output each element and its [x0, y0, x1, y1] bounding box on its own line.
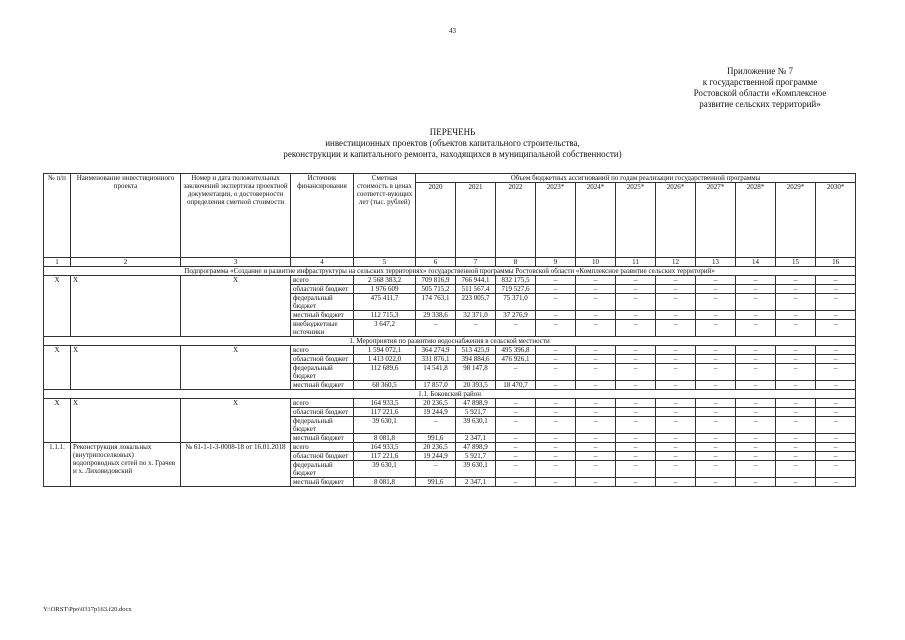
year-value: – [616, 276, 656, 285]
project-name: Реконструкция локальных (внутрипоселковых) водопроводных сетей по х. Грачев и х. Лиховидовский [71, 443, 181, 487]
year-value: – [776, 364, 816, 381]
appendix-line: Ростовской области «Комплексное [693, 88, 827, 98]
section-title: 1. Мероприятия по развитию водоснабжения в сельской местности [44, 337, 856, 346]
year-value: – [736, 355, 776, 364]
year-value: – [736, 434, 776, 443]
year-value: – [616, 311, 656, 320]
year-value: – [536, 320, 576, 337]
year-value: – [776, 434, 816, 443]
year-value: – [816, 364, 856, 381]
year-value: – [696, 311, 736, 320]
year-value: – [656, 443, 696, 452]
estimated-cost: 68 360,5 [354, 381, 416, 390]
year-value: – [536, 364, 576, 381]
header-year: 2029* [776, 183, 816, 258]
year-value: – [816, 461, 856, 478]
funding-source: местный бюджет [291, 478, 354, 487]
year-value: 832 175,5 [496, 276, 536, 285]
funding-source: областной бюджет [291, 452, 354, 461]
year-value: 511 567,4 [456, 285, 496, 294]
year-value: – [736, 294, 776, 311]
year-value: – [776, 461, 816, 478]
column-number: 6 [416, 258, 456, 267]
year-value: – [496, 434, 536, 443]
year-value: 991,6 [416, 434, 456, 443]
column-number: 8 [496, 258, 536, 267]
year-value: – [536, 434, 576, 443]
column-number: 11 [616, 258, 656, 267]
year-value: – [576, 285, 616, 294]
expertise-doc: № 61-1-1-3-0008-18 от 16.01.2018 [181, 443, 291, 487]
year-value: 98 147,8 [456, 364, 496, 381]
year-value: – [696, 443, 736, 452]
estimated-cost: 2 568 383,2 [354, 276, 416, 285]
year-value: – [496, 417, 536, 434]
year-value: – [576, 320, 616, 337]
section-title-row [44, 390, 856, 399]
year-value: – [616, 461, 656, 478]
year-value: – [576, 461, 616, 478]
column-number: 3 [181, 258, 291, 267]
funding-source: федеральный бюджет [291, 417, 354, 434]
year-value: 47 898,9 [456, 399, 496, 408]
table-row [44, 399, 856, 408]
year-value: 47 898,9 [456, 443, 496, 452]
expertise-doc: Х [181, 399, 291, 443]
year-value: 991,6 [416, 478, 456, 487]
year-value: – [656, 346, 696, 355]
column-number: 2 [71, 258, 181, 267]
year-value: 17 857,0 [416, 381, 456, 390]
project-name: Х [71, 399, 181, 443]
year-value: – [736, 461, 776, 478]
year-value: – [656, 399, 696, 408]
page-number: 43 [449, 27, 456, 35]
year-value: – [616, 364, 656, 381]
year-value: 19 244,9 [416, 452, 456, 461]
year-value: – [776, 320, 816, 337]
year-value: – [496, 443, 536, 452]
year-value: – [576, 276, 616, 285]
year-value: 495 396,8 [496, 346, 536, 355]
year-value: – [576, 294, 616, 311]
year-value: – [736, 346, 776, 355]
estimated-cost: 117 221,6 [354, 452, 416, 461]
year-value: – [736, 320, 776, 337]
estimated-cost: 112 689,6 [354, 364, 416, 381]
year-value: – [536, 452, 576, 461]
year-value: – [696, 364, 736, 381]
section-title: Подпрограмма «Создание и развитие инфраструктуры на сельских территориях» государственной программы Ростовской области «Комплексное развитие сельских территорий» [44, 267, 856, 276]
year-value: – [496, 461, 536, 478]
year-value: – [496, 364, 536, 381]
title-line: инвестиционных проектов (объектов капитального строительства, [325, 138, 580, 148]
year-value: – [776, 478, 816, 487]
year-value: – [696, 478, 736, 487]
year-value: – [496, 408, 536, 417]
year-value: – [776, 276, 816, 285]
project-name: Х [71, 346, 181, 390]
year-value: – [696, 461, 736, 478]
year-value: – [656, 408, 696, 417]
year-value: – [656, 285, 696, 294]
year-value: – [616, 399, 656, 408]
year-value: – [656, 355, 696, 364]
appendix-line: к государственной программе [702, 77, 818, 87]
table-row [44, 276, 856, 285]
year-value: – [696, 276, 736, 285]
year-value: – [696, 434, 736, 443]
estimated-cost: 117 221,6 [354, 408, 416, 417]
column-number: 5 [354, 258, 416, 267]
year-value: – [536, 443, 576, 452]
header-volume: Объем бюджетных ассигнований по годам реализации государственной программы [416, 174, 856, 183]
year-value: – [696, 355, 736, 364]
expertise-doc: Х [181, 346, 291, 390]
year-value: – [736, 381, 776, 390]
column-number: 9 [536, 258, 576, 267]
year-value: – [656, 320, 696, 337]
year-value: – [616, 478, 656, 487]
year-value: – [576, 478, 616, 487]
funding-source: федеральный бюджет [291, 294, 354, 311]
year-value: – [536, 478, 576, 487]
funding-source: местный бюджет [291, 311, 354, 320]
column-number: 13 [696, 258, 736, 267]
year-value: – [536, 346, 576, 355]
year-value: – [656, 461, 696, 478]
estimated-cost: 1 976 609 [354, 285, 416, 294]
estimated-cost: 39 630,1 [354, 417, 416, 434]
year-value: – [656, 452, 696, 461]
year-value: – [816, 311, 856, 320]
year-value: – [536, 311, 576, 320]
column-number: 10 [576, 258, 616, 267]
header-year: 2026* [656, 183, 696, 258]
year-value: 709 816,9 [416, 276, 456, 285]
year-value: – [816, 399, 856, 408]
header-year: 2022 [496, 183, 536, 258]
column-number: 12 [656, 258, 696, 267]
year-value: 5 921,7 [456, 452, 496, 461]
header-year: 2023* [536, 183, 576, 258]
year-value: 37 276,9 [496, 311, 536, 320]
title-line: реконструкции и капитального ремонта, находящихся в муниципальной собственности) [283, 149, 622, 159]
header-year: 2021 [456, 183, 496, 258]
year-value: 39 630,1 [456, 417, 496, 434]
year-value: 20 393,5 [456, 381, 496, 390]
row-number: Х [44, 346, 71, 390]
estimated-cost: 1 594 072,1 [354, 346, 416, 355]
funding-source: всего [291, 346, 354, 355]
year-value: – [456, 320, 496, 337]
year-value: – [776, 355, 816, 364]
year-value: 18 470,7 [496, 381, 536, 390]
year-value: 29 338,6 [416, 311, 456, 320]
year-value: – [616, 434, 656, 443]
year-value: 2 347,1 [456, 478, 496, 487]
year-value: – [696, 346, 736, 355]
year-value: 20 236,5 [416, 399, 456, 408]
year-value: – [776, 443, 816, 452]
year-value: – [816, 320, 856, 337]
year-value: – [576, 408, 616, 417]
estimated-cost: 39 630,1 [354, 461, 416, 478]
header-doc: Номер и дата положительных заключений экспертизы проектной документации, о достоверности определения сметной стоимости [181, 174, 291, 258]
year-value: – [776, 381, 816, 390]
year-value: 2 347,1 [456, 434, 496, 443]
year-value: 476 926,1 [496, 355, 536, 364]
funding-source: местный бюджет [291, 381, 354, 390]
year-value: 223 005,7 [456, 294, 496, 311]
year-value: – [576, 417, 616, 434]
year-value: – [576, 443, 616, 452]
year-value: – [496, 478, 536, 487]
header-year: 2030* [816, 183, 856, 258]
year-value: – [736, 399, 776, 408]
funding-source: всего [291, 276, 354, 285]
year-value: – [816, 443, 856, 452]
funding-source: областной бюджет [291, 355, 354, 364]
year-value: – [616, 417, 656, 434]
column-number: 14 [736, 258, 776, 267]
year-value: – [776, 399, 816, 408]
year-value: – [656, 311, 696, 320]
year-value: – [736, 478, 776, 487]
table-row [44, 443, 856, 452]
year-value: – [576, 346, 616, 355]
year-value: – [816, 478, 856, 487]
year-value: – [696, 452, 736, 461]
title-heading: ПЕРЕЧЕНЬ [429, 127, 476, 137]
year-value: – [816, 452, 856, 461]
year-value: – [736, 417, 776, 434]
year-value: – [416, 320, 456, 337]
column-number: 4 [291, 258, 354, 267]
year-value: – [536, 408, 576, 417]
section-title-row [44, 337, 856, 346]
year-value: – [616, 294, 656, 311]
expertise-doc: Х [181, 276, 291, 337]
year-value: – [616, 452, 656, 461]
year-value: – [816, 355, 856, 364]
estimated-cost: 3 647,2 [354, 320, 416, 337]
year-value: – [776, 417, 816, 434]
year-value: – [616, 443, 656, 452]
year-value: – [816, 434, 856, 443]
year-value: – [576, 434, 616, 443]
year-value: – [776, 408, 816, 417]
year-value: – [576, 399, 616, 408]
header-year: 2024* [576, 183, 616, 258]
appendix-block [660, 66, 860, 110]
year-value: – [816, 276, 856, 285]
year-value: 766 944,1 [456, 276, 496, 285]
table-row [44, 346, 856, 355]
year-value: 39 630,1 [456, 461, 496, 478]
year-value: – [736, 311, 776, 320]
header-year: 2020 [416, 183, 456, 258]
header-num: № п/п [44, 174, 71, 258]
year-value: – [576, 311, 616, 320]
year-value: – [656, 364, 696, 381]
year-value: 5 921,7 [456, 408, 496, 417]
year-value: 331 876,1 [416, 355, 456, 364]
year-value: – [696, 399, 736, 408]
year-value: 719 527,6 [496, 285, 536, 294]
year-value: – [656, 434, 696, 443]
section-title: 1.1. Боковский район [44, 390, 856, 399]
year-value: – [816, 408, 856, 417]
year-value: – [536, 285, 576, 294]
year-value: – [816, 346, 856, 355]
project-name: Х [71, 276, 181, 337]
year-value: – [536, 355, 576, 364]
estimated-cost: 475 411,7 [354, 294, 416, 311]
year-value: – [656, 381, 696, 390]
year-value: – [776, 452, 816, 461]
year-value: – [656, 478, 696, 487]
year-value: – [696, 408, 736, 417]
column-number: 16 [816, 258, 856, 267]
year-value: – [736, 443, 776, 452]
footer-path: Y:\ORST\Ppo\0317p163.f20.docx [43, 606, 132, 613]
estimated-cost: 8 081,8 [354, 478, 416, 487]
year-value: – [616, 285, 656, 294]
year-value: – [536, 276, 576, 285]
year-value: – [416, 417, 456, 434]
year-value: 364 274,9 [416, 346, 456, 355]
year-value: – [496, 399, 536, 408]
year-value: – [416, 461, 456, 478]
column-number: 15 [776, 258, 816, 267]
year-value: – [736, 285, 776, 294]
header-year: 2028* [736, 183, 776, 258]
year-value: – [656, 294, 696, 311]
year-value: – [576, 381, 616, 390]
column-number: 7 [456, 258, 496, 267]
funding-source: местный бюджет [291, 434, 354, 443]
row-number: 1.1.1. [44, 443, 71, 487]
year-value: – [616, 320, 656, 337]
year-value: – [656, 276, 696, 285]
year-value: – [576, 355, 616, 364]
year-value: – [816, 381, 856, 390]
estimated-cost: 164 933,5 [354, 399, 416, 408]
estimated-cost: 8 081,8 [354, 434, 416, 443]
year-value: 394 884,6 [456, 355, 496, 364]
year-value: – [816, 294, 856, 311]
year-value: – [656, 417, 696, 434]
header-year: 2027* [696, 183, 736, 258]
section-title-row [44, 267, 856, 276]
header-year: 2025* [616, 183, 656, 258]
year-value: – [776, 294, 816, 311]
year-value: – [776, 311, 816, 320]
year-value: – [736, 276, 776, 285]
year-value: – [816, 285, 856, 294]
year-value: – [496, 452, 536, 461]
row-number: Х [44, 276, 71, 337]
year-value: 174 763,1 [416, 294, 456, 311]
year-value: – [616, 381, 656, 390]
year-value: – [736, 408, 776, 417]
year-value: – [536, 461, 576, 478]
appendix-line: развитие сельских территорий» [699, 99, 821, 109]
year-value: – [536, 294, 576, 311]
estimated-cost: 1 413 022,0 [354, 355, 416, 364]
year-value: – [696, 285, 736, 294]
year-value: – [536, 381, 576, 390]
year-value: – [696, 294, 736, 311]
appendix-line: Приложение № 7 [727, 66, 793, 76]
year-value: – [536, 399, 576, 408]
year-value: – [696, 320, 736, 337]
header-cost: Сметная стоимость в ценах соответст-вующих лет (тыс. рублей) [354, 174, 416, 258]
funding-source: федеральный бюджет [291, 461, 354, 478]
year-value: – [576, 452, 616, 461]
funding-source: федеральный бюджет [291, 364, 354, 381]
year-value: – [616, 408, 656, 417]
year-value: – [776, 285, 816, 294]
funding-source: всего [291, 399, 354, 408]
year-value: 75 371,0 [496, 294, 536, 311]
year-value: – [816, 417, 856, 434]
funding-source: областной бюджет [291, 408, 354, 417]
year-value: – [736, 452, 776, 461]
year-value: – [616, 346, 656, 355]
year-value: 19 244,9 [416, 408, 456, 417]
year-value: – [616, 355, 656, 364]
year-value: – [496, 320, 536, 337]
funding-source: всего [291, 443, 354, 452]
header-source: Источник финансирования [291, 174, 354, 258]
column-number: 1 [44, 258, 71, 267]
year-value: – [576, 364, 616, 381]
year-value: – [696, 417, 736, 434]
year-value: – [776, 346, 816, 355]
year-value: – [696, 381, 736, 390]
year-value: – [736, 364, 776, 381]
funding-source: внебюджетные источники [291, 320, 354, 337]
row-number: Х [44, 399, 71, 443]
header-name: Наименование инвестиционного проекта [71, 174, 181, 258]
document-title [0, 127, 905, 160]
year-value: 505 715,2 [416, 285, 456, 294]
funding-source: областной бюджет [291, 285, 354, 294]
estimated-cost: 112 715,3 [354, 311, 416, 320]
year-value: 513 425,9 [456, 346, 496, 355]
year-value: 32 371,0 [456, 311, 496, 320]
estimated-cost: 164 933,5 [354, 443, 416, 452]
investment-projects-table [43, 173, 856, 487]
year-value: – [536, 417, 576, 434]
year-value: 14 541,8 [416, 364, 456, 381]
year-value: 20 236,5 [416, 443, 456, 452]
